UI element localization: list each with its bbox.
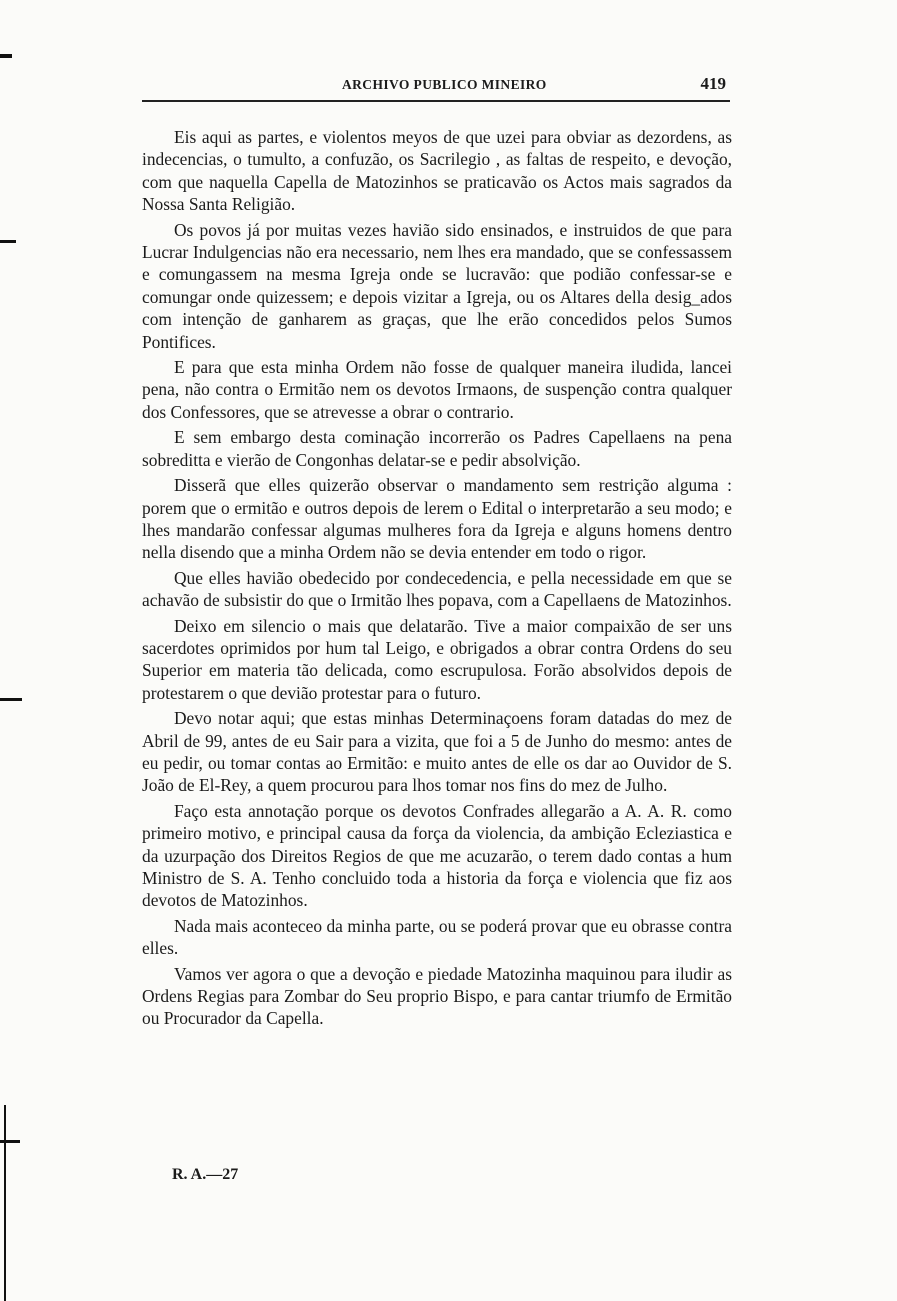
running-title: ARCHIVO PUBLICO MINEIRO [342, 77, 547, 92]
paragraph: Devo notar aqui; que estas minhas Determinaçoens foram datadas do mez de Abril de 99, antes de eu Sair para a vizita, que foi a 5 de Junho do mesmo: antes de eu pedir, ou tomar contas ao Ermitão: e muito antes de elle os dar ao Ouvidor de S. João de El-Rey, a quem procurou para lhos tomar nos fins do mez de Julho. [142, 708, 732, 796]
scan-edge-mark [0, 1140, 20, 1143]
paragraph: Deixo em silencio o mais que delatarão. Tive a maior compaixão de ser uns sacerdotes oprimidos por hum tal Leigo, e obrigados a obrar contra Ordens do seu Superior em materia tão delicada, como escrupulosa. Forão absolvidos depois de protestarem o que devião protestar para o futuro. [142, 615, 732, 703]
scan-edge-mark [0, 698, 22, 701]
paragraph: Faço esta annotação porque os devotos Confrades allegarão a A. A. R. como primeiro motivo, e principal causa da força da violencia, da ambição Ecleziastica e da uzurpação dos Direitos Regios de que me acuzarão, o terem dado contas a hum Ministro de S. A. Tenho concluido toda a historia da força e violencia que fiz aos devotos de Matozinhos. [142, 800, 732, 911]
paragraph: Os povos já por muitas vezes havião sido ensinados, e instruidos de que para Lucrar Indulgencias não era necessario, nem lhes era mandado, que se confessassem e comungassem na mesma Igreja onde se lucravão: que podião confessar-se e comungar onde quizessem; e depois vizitar a Igreja, ou os Altares della desig_ados com intenção de ganharem as graças, que lhe erão concedidos pelos Sumos Pontifices. [142, 219, 732, 352]
paragraph: E sem embargo desta cominação incorrerão os Padres Capellaens na pena sobreditta e vierão de Congonhas delatar-se e pedir absolvição. [142, 427, 732, 470]
paragraph: Nada mais aconteceo da minha parte, ou se poderá provar que eu obrasse contra elles. [142, 915, 732, 959]
paragraph: Que elles havião obedecido por condecedencia, e pella necessidade em que se achavão de subsistir do que o Irmitão lhes popava, com a Capellaens de Matozinhos. [142, 567, 732, 611]
header-rule [142, 100, 730, 102]
paragraph: E para que esta minha Ordem não fosse de qualquer maneira iludida, lancei pena, não contra o Ermitão nem os devotos Irmaons, de suspenção contra qualquer dos Confessores, que se atrevesse a obrar o contrario. [142, 357, 732, 422]
scan-edge-mark [0, 240, 16, 243]
scan-edge-mark [4, 1105, 6, 1301]
paragraph: Vamos ver agora o que a devoção e piedade Matozinha maquinou para iludir as Ordens Regias para Zombar do Seu proprio Bispo, e para cantar triumfo de Ermitão ou Procurador da Capella. [142, 963, 732, 1029]
page-header [142, 74, 730, 104]
paragraph: Eis aqui as partes, e violentos meyos de que uzei para obviar as dezordens, as indecencias, o tumulto, a confuzão, os Sacrilegio , as faltas de respeito, e devoção, com que naquella Capella de Matozinhos se praticavão os Actos mais sagrados da Nossa Santa Religião. [142, 127, 732, 215]
signature-mark: R. A.—27 [172, 1166, 239, 1183]
body-text [142, 126, 732, 1030]
paragraph: Disserã que elles quizerão observar o mandamento sem restrição alguma : porem que o ermitão e outros depois de lerem o Edital o interpretarão a seu modo; e lhes mandarão confessar algumas mulheres fora da Igreja e alguns homens dentro nella disendo que a minha Ordem não se devia entender em todo o rigor. [142, 475, 732, 563]
page-number: 419 [700, 74, 726, 93]
scan-edge-mark [0, 54, 12, 58]
